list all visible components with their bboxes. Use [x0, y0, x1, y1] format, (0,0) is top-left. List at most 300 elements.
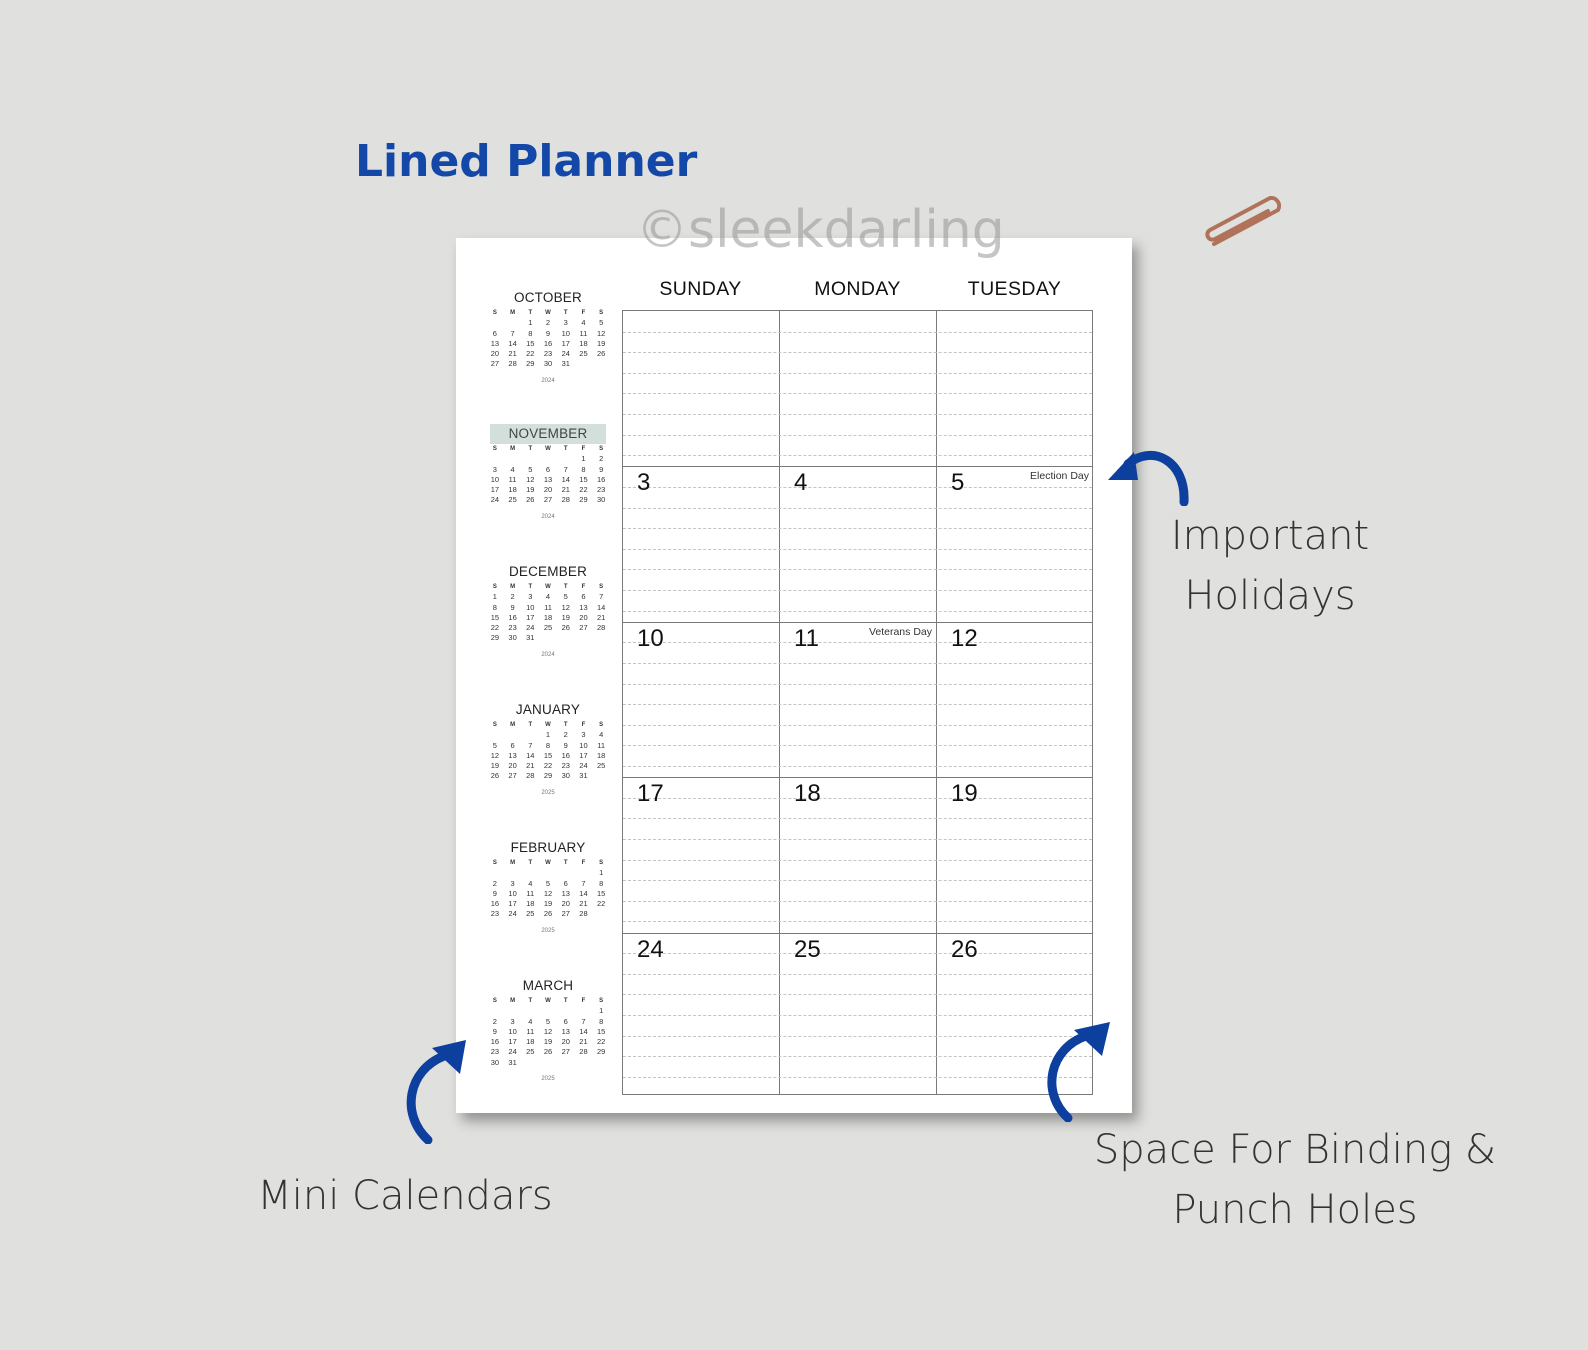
mini-date: 14 [561, 474, 570, 484]
mini-date: 29 [597, 1047, 606, 1057]
day-number: 25 [794, 936, 821, 963]
arrow-mini-calendars-icon [398, 1040, 478, 1144]
column-divider [936, 311, 937, 1094]
week-divider [623, 933, 1092, 934]
mini-week-row [486, 868, 610, 878]
weekday-header: SUNDAY [659, 278, 742, 300]
label-line: Mini Calendars [257, 1173, 553, 1219]
mini-weekday: S [492, 584, 497, 590]
mini-date: 16 [490, 899, 500, 909]
mini-date: 21 [597, 612, 606, 622]
label-binding [1090, 1120, 1500, 1240]
mini-date [592, 359, 610, 369]
mini-week-row [486, 909, 610, 919]
mini-date: 13 [579, 602, 588, 612]
mini-weekday: T [563, 446, 568, 452]
ruled-line [623, 332, 1092, 333]
ruled-line [623, 994, 1092, 995]
mini-date: 30 [508, 633, 517, 643]
mini-date: 9 [563, 740, 568, 750]
ruled-line [623, 455, 1092, 456]
mini-date: 16 [561, 750, 570, 760]
mini-week-row [486, 592, 610, 602]
paperclip-icon [1200, 196, 1290, 257]
mini-weekday: S [599, 446, 604, 452]
label-line: Space For Binding & [1093, 1127, 1497, 1173]
mini-date: 5 [528, 464, 533, 474]
mini-weekday: W [545, 998, 551, 1004]
mini-date: 21 [526, 761, 535, 771]
mini-date: 6 [510, 740, 515, 750]
mini-date: 5 [563, 592, 568, 602]
ruled-line [623, 818, 1092, 819]
mini-date: 27 [508, 771, 517, 781]
ruled-line [623, 435, 1092, 436]
mini-weekday: T [528, 998, 533, 1004]
mini-date: 6 [545, 464, 551, 474]
mini-date: 31 [561, 359, 570, 369]
mini-date [539, 1006, 557, 1016]
mini-weekday: M [510, 860, 516, 866]
mini-year: 2024 [541, 513, 555, 520]
mini-date [539, 868, 557, 878]
mini-weekday: W [545, 860, 551, 866]
mini-date: 20 [561, 1037, 570, 1047]
mini-weekday: F [581, 310, 586, 316]
mini-date: 20 [508, 761, 517, 771]
mini-date: 3 [563, 318, 568, 328]
mini-week-row [486, 730, 610, 740]
mini-calendar-3 [486, 700, 610, 796]
ruled-line [623, 549, 1092, 550]
mini-week-row [486, 1047, 610, 1057]
day-number: 10 [637, 625, 664, 652]
mini-calendar-1 [486, 424, 610, 520]
mini-date: 9 [510, 602, 515, 612]
mini-date: 14 [508, 338, 517, 348]
mini-weekday-row [486, 308, 610, 318]
mini-year: 2025 [541, 789, 555, 796]
mini-week-row [486, 771, 610, 781]
mini-date: 22 [543, 761, 553, 771]
mini-date: 26 [561, 623, 570, 633]
mini-date: 9 [545, 328, 551, 338]
mini-week-row [486, 1006, 610, 1016]
mini-date: 7 [599, 592, 604, 602]
mini-date: 2 [563, 730, 568, 740]
mini-date: 29 [490, 633, 500, 643]
mini-date: 26 [543, 909, 553, 919]
mini-weekday: W [545, 310, 551, 316]
mini-date: 5 [599, 318, 604, 328]
mini-weekday-row [486, 444, 610, 454]
mini-date: 13 [561, 888, 570, 898]
label-line: Holidays [1184, 573, 1356, 619]
day-number: 3 [637, 469, 651, 496]
mini-date: 28 [526, 771, 535, 781]
mini-date: 23 [490, 909, 500, 919]
mini-week-row [486, 465, 610, 475]
mini-week-row [486, 889, 610, 899]
mini-weekday: S [599, 310, 604, 316]
mini-date: 1 [581, 454, 586, 464]
mini-week-row [486, 329, 610, 339]
mini-date: 28 [561, 495, 570, 505]
mini-date: 22 [490, 623, 500, 633]
mini-month-name: JANUARY [515, 702, 581, 717]
mini-weekday: F [581, 860, 586, 866]
mini-week-row [486, 454, 610, 464]
mini-date: 12 [543, 1026, 553, 1036]
mini-year: 2024 [541, 377, 555, 384]
mini-date: 31 [526, 633, 535, 643]
mini-weekday: M [510, 584, 516, 590]
mini-week-row [486, 613, 610, 623]
mini-date: 16 [543, 338, 553, 348]
mini-date: 22 [526, 349, 535, 359]
day-number: 12 [951, 625, 978, 652]
mini-calendar-2 [486, 562, 610, 658]
mini-date: 25 [597, 761, 606, 771]
mini-weekday: M [510, 998, 516, 1004]
mini-date: 8 [528, 328, 533, 338]
mini-date: 18 [597, 750, 606, 760]
mini-date [504, 318, 522, 328]
mini-date: 27 [543, 495, 553, 505]
mini-date: 11 [579, 328, 588, 338]
holiday-label: Veterans Day [868, 626, 932, 638]
mini-date: 16 [508, 612, 517, 622]
mini-date: 21 [579, 1037, 588, 1047]
mini-date: 14 [579, 1026, 588, 1036]
mini-weekday: T [528, 584, 533, 590]
mini-date: 15 [526, 338, 535, 348]
mini-week-row [486, 485, 610, 495]
ruled-line [623, 393, 1092, 394]
mini-date: 24 [508, 1047, 517, 1057]
mini-date: 11 [544, 602, 552, 612]
mini-date: 11 [526, 888, 535, 898]
mini-week-row [486, 623, 610, 633]
mini-date: 27 [561, 909, 570, 919]
mini-date: 9 [599, 464, 604, 474]
mini-date: 30 [543, 359, 553, 369]
mini-date: 6 [492, 328, 497, 338]
mini-weekday-row [486, 858, 610, 868]
mini-date: 8 [581, 464, 586, 474]
mini-date: 11 [526, 1026, 535, 1036]
ruled-line [623, 766, 1092, 767]
mini-date: 26 [490, 771, 500, 781]
mini-weekday: F [581, 722, 586, 728]
mini-weekday: T [528, 310, 533, 316]
mini-weekday: T [563, 722, 568, 728]
label-mini-calendars [240, 1166, 570, 1226]
mini-week-row [486, 761, 610, 771]
mini-date: 26 [597, 349, 606, 359]
mini-date: 30 [561, 771, 570, 781]
mini-weekday: T [528, 722, 533, 728]
mini-date: 20 [561, 899, 570, 909]
mini-week-row [486, 741, 610, 751]
ruled-line [623, 974, 1092, 975]
mini-date: 5 [545, 878, 551, 888]
mini-week-row [486, 751, 610, 761]
mini-year: 2025 [541, 927, 555, 934]
mini-date: 7 [563, 464, 568, 474]
ruled-line [623, 611, 1092, 612]
mini-date: 23 [597, 485, 606, 495]
day-number: 17 [637, 780, 664, 807]
mini-date: 29 [579, 495, 588, 505]
mini-date [592, 1058, 610, 1068]
mini-date: 24 [561, 349, 570, 359]
mini-date: 23 [508, 623, 517, 633]
mini-date: 1 [528, 318, 533, 328]
ruled-line [623, 1036, 1092, 1037]
mini-date: 9 [492, 1026, 497, 1036]
mini-date: 15 [543, 750, 553, 760]
mini-date: 29 [543, 771, 553, 781]
label-line: Important [1170, 513, 1370, 559]
mini-month-name: OCTOBER [514, 290, 582, 305]
mini-week-row [486, 339, 610, 349]
mini-date [539, 1058, 557, 1068]
mini-date: 10 [526, 602, 535, 612]
mini-date: 25 [543, 623, 553, 633]
ruled-line [623, 880, 1092, 881]
mini-weekday: S [492, 446, 497, 452]
mini-date: 30 [597, 495, 606, 505]
mini-date [557, 633, 575, 643]
mini-date [539, 454, 557, 464]
mini-date: 20 [543, 485, 553, 495]
ruled-line [623, 1077, 1092, 1078]
mini-date: 26 [526, 495, 535, 505]
mini-date: 8 [545, 740, 551, 750]
mini-date: 25 [526, 1047, 535, 1057]
mini-date: 18 [526, 899, 535, 909]
mini-date: 9 [492, 888, 497, 898]
mini-weekday: T [563, 310, 568, 316]
mini-date: 8 [599, 878, 604, 888]
mini-date: 29 [526, 359, 535, 369]
ruled-line [623, 642, 1092, 643]
mini-date: 17 [490, 485, 500, 495]
mini-date: 3 [510, 878, 515, 888]
ruled-line [623, 663, 1092, 664]
mini-date: 28 [597, 623, 606, 633]
mini-weekday-row [486, 582, 610, 592]
mini-date: 27 [490, 359, 500, 369]
mini-date: 10 [561, 328, 570, 338]
mini-date: 18 [543, 612, 553, 622]
mini-date: 18 [508, 485, 517, 495]
mini-date [486, 318, 504, 328]
mini-weekday: W [545, 446, 551, 452]
mini-date: 24 [579, 761, 588, 771]
mini-date: 19 [526, 485, 535, 495]
mini-date [575, 359, 593, 369]
mini-date: 30 [490, 1057, 500, 1067]
mini-date: 16 [490, 1037, 500, 1047]
mini-date [521, 868, 539, 878]
mini-weekday: M [510, 446, 516, 452]
mini-date: 2 [510, 592, 515, 602]
mini-date: 25 [526, 909, 535, 919]
mini-date: 4 [581, 318, 586, 328]
mini-date: 3 [510, 1016, 515, 1026]
mini-date: 10 [490, 474, 500, 484]
day-number: 24 [637, 936, 664, 963]
column-divider [779, 311, 780, 1094]
mini-date: 4 [528, 878, 533, 888]
mini-date: 7 [510, 328, 515, 338]
mini-month-name: FEBRUARY [510, 840, 586, 855]
mini-date: 27 [579, 623, 588, 633]
mini-month-name: MARCH [522, 978, 574, 993]
mini-date [592, 909, 610, 919]
mini-date [504, 868, 522, 878]
mini-date [504, 730, 522, 740]
ruled-line [623, 704, 1092, 705]
mini-date [557, 868, 575, 878]
label-line: Punch Holes [1172, 1187, 1418, 1233]
mini-date: 18 [579, 338, 588, 348]
mini-date: 14 [579, 888, 588, 898]
mini-month-name: NOVEMBER [490, 424, 606, 444]
mini-date: 17 [579, 750, 588, 760]
mini-date: 19 [561, 612, 570, 622]
mini-date: 1 [599, 1006, 604, 1016]
ruled-line [623, 508, 1092, 509]
mini-date: 31 [508, 1057, 517, 1067]
week-grid [622, 310, 1093, 1095]
mini-date: 23 [490, 1047, 500, 1057]
mini-date: 27 [561, 1047, 570, 1057]
mini-date: 7 [581, 878, 586, 888]
ruled-line [623, 487, 1092, 488]
mini-date: 26 [543, 1047, 553, 1057]
weekday-header: MONDAY [814, 278, 901, 300]
mini-date: 8 [599, 1016, 604, 1026]
mini-date: 23 [543, 349, 553, 359]
mini-date: 21 [508, 349, 517, 359]
day-number: 19 [951, 780, 978, 807]
ruled-line [623, 798, 1092, 799]
mini-date: 20 [579, 612, 588, 622]
mini-weekday: S [492, 310, 497, 316]
mini-date [504, 454, 522, 464]
mini-date [592, 771, 610, 781]
mini-weekday-row [486, 720, 610, 730]
ruled-line [623, 373, 1092, 374]
mini-date [575, 1006, 593, 1016]
mini-date: 10 [579, 740, 588, 750]
mini-date: 19 [490, 761, 500, 771]
mini-date [486, 868, 504, 878]
day-number: 18 [794, 780, 821, 807]
mini-date: 2 [492, 878, 497, 888]
ruled-line [623, 921, 1092, 922]
mini-week-row [486, 1017, 610, 1027]
mini-date: 24 [508, 909, 517, 919]
mini-week-row [486, 318, 610, 328]
mini-date [557, 1058, 575, 1068]
mini-date: 17 [508, 1037, 517, 1047]
mini-weekday: F [581, 584, 586, 590]
week-divider [623, 777, 1092, 778]
ruled-line [623, 352, 1092, 353]
mini-weekday: S [599, 860, 604, 866]
mini-weekday: S [492, 860, 497, 866]
mini-date: 19 [597, 338, 606, 348]
mini-date: 3 [528, 592, 533, 602]
mini-date: 17 [561, 338, 570, 348]
mini-date: 12 [597, 328, 606, 338]
weekday-headers [622, 278, 1093, 301]
mini-date: 17 [508, 899, 517, 909]
ruled-line [623, 528, 1092, 529]
ruled-line [623, 860, 1092, 861]
mini-date [539, 633, 557, 643]
planner-page [456, 238, 1132, 1113]
mini-weekday: S [599, 998, 604, 1004]
ruled-line [623, 414, 1092, 415]
mini-date: 15 [597, 888, 606, 898]
mini-weekday: T [563, 998, 568, 1004]
mini-weekday: F [581, 998, 586, 1004]
weekday-header: TUESDAY [967, 278, 1062, 300]
mini-date: 4 [528, 1016, 533, 1026]
mini-date: 15 [597, 1026, 606, 1036]
mini-date: 22 [579, 485, 588, 495]
mini-weekday: W [545, 722, 551, 728]
mini-weekday: T [563, 584, 568, 590]
mini-date: 1 [545, 730, 551, 740]
ruled-line [623, 839, 1092, 840]
mini-date: 7 [581, 1016, 586, 1026]
mini-date: 3 [492, 464, 497, 474]
mini-date: 5 [545, 1016, 551, 1026]
mini-date: 23 [561, 761, 570, 771]
mini-date: 20 [490, 349, 500, 359]
holiday-label: Election Day [1030, 470, 1089, 482]
mini-date: 4 [545, 592, 551, 602]
mini-date: 28 [508, 359, 517, 369]
mini-date: 5 [492, 740, 497, 750]
day-number: 26 [951, 936, 978, 963]
page-title: Lined Planner [355, 136, 698, 187]
mini-date [557, 454, 575, 464]
mini-weekday-row [486, 996, 610, 1006]
mini-weekday: M [510, 310, 516, 316]
mini-date: 16 [597, 474, 606, 484]
mini-date: 10 [508, 1026, 517, 1036]
mini-date: 21 [561, 485, 570, 495]
mini-date: 1 [599, 868, 604, 878]
mini-week-row [486, 1058, 610, 1068]
mini-date: 12 [490, 750, 500, 760]
mini-date [575, 633, 593, 643]
mini-week-row [486, 633, 610, 643]
mini-week-row [486, 1037, 610, 1047]
mini-date: 13 [561, 1026, 570, 1036]
mini-year: 2024 [541, 651, 555, 658]
mini-date [521, 1058, 539, 1068]
mini-date: 6 [563, 1016, 568, 1026]
day-number: 4 [794, 469, 808, 496]
